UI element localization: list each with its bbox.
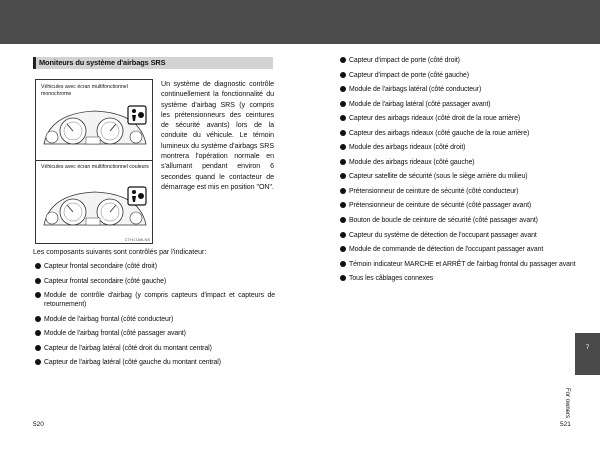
bullet-icon xyxy=(35,330,41,336)
top-bar xyxy=(0,0,600,44)
list-item xyxy=(35,291,275,309)
list-item-text: Capteur d'impact de porte (côté gauche) xyxy=(349,71,470,79)
list-item-text: Bouton de boucle de ceinture de sécurité (côté passager avant) xyxy=(349,217,538,225)
list-item xyxy=(340,245,578,254)
list-item-text: Module de l'airbags latéral (côté conducteur) xyxy=(349,86,482,94)
list-item xyxy=(340,201,578,210)
bullet-icon xyxy=(340,188,346,194)
mono-display-label: Véhicules avec écran multifonctionnel monochrome xyxy=(41,84,128,97)
list-item xyxy=(340,260,578,269)
list-item xyxy=(340,231,578,240)
list-item xyxy=(340,56,578,65)
chapter-tab: 7 xyxy=(575,333,600,375)
page-number-left: 520 xyxy=(33,421,44,428)
list-item xyxy=(35,262,275,271)
list-item xyxy=(35,277,275,286)
list-item-text: Module des airbags rideaux (côté gauche) xyxy=(349,158,475,166)
list-item-text: Témoin indicateur MARCHE et ARRÊT de l'airbag frontal du passager avant xyxy=(349,260,576,268)
list-item xyxy=(340,143,578,152)
list-item xyxy=(35,329,275,338)
list-item xyxy=(35,344,275,353)
bullet-icon xyxy=(340,115,346,121)
list-item-text: Capteur frontal secondaire (côté droit) xyxy=(44,263,157,270)
list-item xyxy=(340,100,578,109)
monitored-components-list-right xyxy=(340,56,578,289)
list-item-text: Prétensionneur de ceinture de sécurité (côté conducteur) xyxy=(349,187,519,195)
color-display-label: Véhicules avec écran multifonctionnel couleurs xyxy=(41,164,149,170)
figure-code: CTH17A9LNS xyxy=(124,237,150,242)
bullet-icon xyxy=(35,345,41,351)
monitored-components-list-left xyxy=(35,262,275,373)
figure-divider xyxy=(36,160,152,161)
list-item-text: Module de commande de détection de l'occupant passager avant xyxy=(349,246,544,254)
list-item-text: Capteur du système de détection de l'occupant passager avant xyxy=(349,231,537,239)
bullet-icon xyxy=(340,173,346,179)
list-item xyxy=(340,71,578,80)
airbag-warning-icon xyxy=(128,106,146,124)
intro-paragraph: Un système de diagnostic contrôle continuellement la fonctionnalité du système d'airbag SRS (y compris les prétensionneurs des ceintures de sécurité avants) lors de la conduite du véhicule. Le témoin lumineux du système d'airbags SRS montrera l'opération normale en s'allumant pendant environ 6 secondes quand le contacteur de démarrage est mis en position "ON". xyxy=(161,80,274,191)
list-item xyxy=(340,85,578,94)
list-item-text: Capteur frontal secondaire (côté gauche) xyxy=(44,277,167,285)
bullet-icon xyxy=(340,232,346,238)
list-item-text: Capteur satellite de sécurité (sous le siège arrière du milieu) xyxy=(349,173,528,181)
bullet-icon xyxy=(35,359,41,365)
bullet-icon xyxy=(35,278,41,284)
list-item xyxy=(35,358,275,367)
bullet-icon xyxy=(35,316,41,322)
list-item-text: Capteur de l'airbag latéral (côté droit du montant central) xyxy=(44,344,212,352)
list-item-text: Module de l'airbag frontal (côté conducteur) xyxy=(44,315,174,323)
instrument-cluster-mono-illustration xyxy=(40,104,150,152)
list-item-text: Module de contrôle d'airbag (y compris capteurs d'impact et capteurs de retournement) xyxy=(44,292,275,309)
bullet-icon xyxy=(340,159,346,165)
bullet-icon xyxy=(340,246,346,252)
list-item xyxy=(340,172,578,181)
airbag-warning-icon xyxy=(128,187,146,205)
bullet-icon xyxy=(340,86,346,92)
instrument-cluster-figure xyxy=(35,79,153,244)
section-title: Moniteurs du système d'airbags SRS xyxy=(33,57,273,69)
list-item-text: Module des airbags rideaux (côté droit) xyxy=(349,144,466,152)
list-item-text: Capteur des airbags rideaux (côté droit de la roue arrière) xyxy=(349,115,521,123)
list-item-text: Tous les câblages connexes xyxy=(349,275,434,283)
bullet-icon xyxy=(340,275,346,281)
list-item-text: Capteur des airbags rideaux (côté gauche de la roue arrière) xyxy=(349,129,530,137)
list-item-text: Module de l'airbag latéral (côté passager avant) xyxy=(349,100,491,108)
list-item xyxy=(340,274,578,283)
list-item xyxy=(340,158,578,167)
bullet-icon xyxy=(340,130,346,136)
bullet-icon xyxy=(340,72,346,78)
bullet-icon xyxy=(340,57,346,63)
list-item xyxy=(340,114,578,123)
bullet-icon xyxy=(340,144,346,150)
list-item xyxy=(340,216,578,225)
bullet-icon xyxy=(340,261,346,267)
page-number-right: 521 xyxy=(560,421,571,428)
bullet-icon xyxy=(340,101,346,107)
bullet-icon xyxy=(340,202,346,208)
list-item-text: Capteur d'impact de porte (côté droit) xyxy=(349,57,460,64)
list-item-text: Module de l'airbag frontal (côté passager avant) xyxy=(44,330,186,338)
lead-sentence: Les composants suivants sont contrôlés par l'indicateur: xyxy=(33,249,207,256)
list-item xyxy=(340,187,578,196)
bullet-icon xyxy=(340,217,346,223)
bullet-icon xyxy=(35,292,41,298)
chapter-side-label: For owners xyxy=(564,388,570,419)
list-item xyxy=(340,129,578,138)
list-item xyxy=(35,315,275,324)
instrument-cluster-color-illustration xyxy=(40,185,150,233)
bullet-icon xyxy=(35,263,41,269)
list-item-text: Capteur de l'airbag latéral (côté gauche du montant central) xyxy=(44,359,221,367)
list-item-text: Prétensionneur de ceinture de sécurité (côté passager avant) xyxy=(349,202,532,210)
